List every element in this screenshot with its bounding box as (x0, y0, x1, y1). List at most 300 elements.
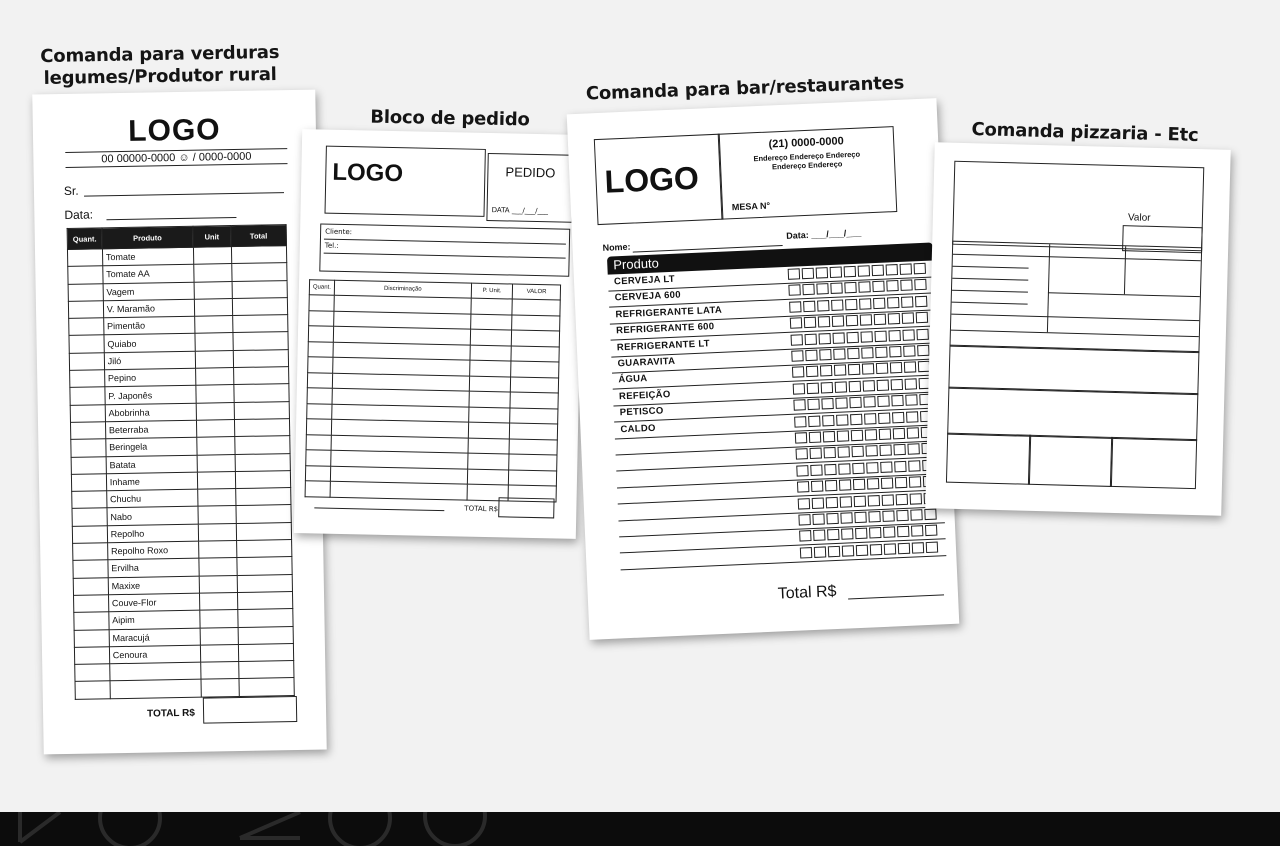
tally-checkbox[interactable] (905, 394, 917, 406)
tally-checkbox[interactable] (798, 514, 810, 526)
tally-checkbox[interactable] (848, 364, 860, 376)
table-cell[interactable] (199, 610, 237, 628)
product-name (109, 662, 200, 681)
tally-checkbox[interactable] (793, 383, 805, 395)
tally-checkbox[interactable] (802, 268, 814, 280)
tally-checkbox[interactable] (881, 478, 893, 490)
table-cell[interactable] (306, 450, 331, 466)
tally-checkbox[interactable] (855, 528, 867, 540)
tally-checkbox[interactable] (880, 461, 892, 473)
tally-checkbox[interactable] (926, 541, 938, 553)
table-cell[interactable] (511, 361, 559, 377)
table-cell[interactable] (510, 423, 558, 439)
tally-checkbox[interactable] (813, 530, 825, 542)
table-cell[interactable] (74, 647, 109, 665)
tally-checkbox[interactable] (818, 333, 830, 345)
table-cell[interactable] (198, 558, 236, 576)
tally-checkbox[interactable] (852, 462, 864, 474)
tally-checkbox[interactable] (900, 263, 912, 275)
tally-checkbox[interactable] (893, 444, 905, 456)
tally-checkbox[interactable] (872, 265, 884, 277)
table-cell[interactable] (234, 436, 290, 454)
tally-checkbox[interactable] (925, 525, 937, 537)
table-cell[interactable] (232, 297, 288, 315)
table-cell[interactable] (471, 314, 513, 330)
table-cell[interactable] (195, 368, 233, 386)
tally-checkbox[interactable] (846, 315, 858, 327)
table-cell[interactable] (234, 419, 290, 437)
tally-checkbox[interactable] (910, 493, 922, 505)
tally-checkbox[interactable] (837, 447, 849, 459)
tally-checkbox[interactable] (884, 543, 896, 555)
table-cell[interactable] (70, 370, 105, 388)
tally-checkbox[interactable] (836, 414, 848, 426)
tally-checkbox[interactable] (850, 413, 862, 425)
tally-checkbox[interactable] (887, 297, 899, 309)
table-cell[interactable] (200, 627, 238, 645)
tally-checkbox[interactable] (910, 509, 922, 521)
product-rows (574, 260, 957, 576)
table-cell[interactable] (468, 438, 510, 454)
tally-checkbox[interactable] (874, 314, 886, 326)
tally-checkbox[interactable] (819, 349, 831, 361)
table-cell[interactable] (236, 522, 292, 540)
product-name: Jiló (104, 351, 195, 370)
tally-checkbox[interactable] (886, 264, 898, 276)
tally-checkbox[interactable] (830, 283, 842, 295)
tally-checkbox[interactable] (897, 526, 909, 538)
tally-checkbox[interactable] (805, 333, 817, 345)
tally-checkbox[interactable] (806, 366, 818, 378)
table-cell[interactable] (198, 541, 236, 559)
tally-checkbox[interactable] (882, 510, 894, 522)
tally-checkbox[interactable] (841, 529, 853, 541)
product-name: Cenoura (109, 645, 200, 664)
tally-checkbox[interactable] (876, 363, 888, 375)
table-cell[interactable] (306, 419, 331, 435)
table-cell[interactable] (233, 367, 289, 385)
table-cell[interactable] (236, 505, 292, 523)
tally-checkbox[interactable] (905, 378, 917, 390)
tally-checkbox[interactable] (793, 399, 805, 411)
tally-checkbox[interactable] (807, 399, 819, 411)
table-cell[interactable] (193, 264, 231, 282)
tally-checkbox[interactable] (817, 300, 829, 312)
table-cell[interactable] (73, 543, 108, 561)
tally-checkbox[interactable] (799, 530, 811, 542)
tally-checkbox[interactable] (840, 512, 852, 524)
tally-checkbox[interactable] (812, 513, 824, 525)
table-cell[interactable] (197, 489, 235, 507)
table-cell[interactable] (67, 249, 102, 267)
table-cell[interactable] (197, 454, 235, 472)
tally-checkbox[interactable] (896, 493, 908, 505)
tally-checkbox[interactable] (821, 382, 833, 394)
tally-checkbox[interactable] (904, 362, 916, 374)
table-cell[interactable] (68, 283, 103, 301)
tally-checkbox[interactable] (907, 444, 919, 456)
tally-checkbox[interactable] (798, 498, 810, 510)
table-cell[interactable] (469, 376, 511, 392)
tally-checkbox[interactable] (874, 330, 886, 342)
table-cell[interactable] (467, 469, 509, 485)
table-cell[interactable] (68, 301, 103, 319)
tally-checkbox[interactable] (816, 267, 828, 279)
table-cell[interactable] (194, 298, 232, 316)
table-cell[interactable] (235, 453, 291, 471)
table-cell[interactable] (71, 474, 106, 492)
tally-checkbox[interactable] (831, 299, 843, 311)
tally-checkbox[interactable] (809, 432, 821, 444)
table-cell[interactable] (239, 678, 295, 696)
tally-checkbox[interactable] (860, 331, 872, 343)
tally-checkbox[interactable] (794, 416, 806, 428)
table-cell[interactable] (197, 471, 235, 489)
table-cell[interactable] (71, 439, 106, 457)
tally-checkbox[interactable] (803, 300, 815, 312)
tally-checkbox[interactable] (804, 317, 816, 329)
tally-checkbox[interactable] (816, 283, 828, 295)
table-cell[interactable] (308, 326, 333, 342)
tally-checkbox[interactable] (853, 479, 865, 491)
tally-checkbox[interactable] (824, 464, 836, 476)
table-cell[interactable] (75, 664, 110, 682)
tally-checkbox[interactable] (788, 268, 800, 280)
table-cell[interactable] (199, 592, 237, 610)
tally-checkbox[interactable] (811, 481, 823, 493)
tally-checkbox[interactable] (914, 279, 926, 291)
table-cell[interactable] (73, 577, 108, 595)
tally-checkbox[interactable] (840, 496, 852, 508)
table-cell[interactable] (237, 609, 293, 627)
total-box[interactable] (498, 497, 554, 518)
tally-checkbox[interactable] (888, 330, 900, 342)
tally-checkbox[interactable] (872, 281, 884, 293)
tally-checkbox[interactable] (796, 465, 808, 477)
tally-checkbox[interactable] (875, 347, 887, 359)
table-cell[interactable] (193, 247, 231, 265)
table-cell[interactable] (195, 385, 233, 403)
tally-checkbox[interactable] (800, 547, 812, 559)
tally-checkbox[interactable] (900, 280, 912, 292)
tally-checkbox[interactable] (789, 301, 801, 313)
table-cell[interactable] (306, 434, 331, 450)
table-cell[interactable] (231, 263, 287, 281)
table-cell[interactable] (510, 408, 558, 424)
tally-checkbox[interactable] (849, 397, 861, 409)
tally-checkbox[interactable] (845, 299, 857, 311)
table-cell[interactable] (470, 329, 512, 345)
tally-checkbox[interactable] (902, 329, 914, 341)
table-cell[interactable] (512, 315, 560, 331)
tally-checkbox[interactable] (863, 380, 875, 392)
table-cell[interactable] (72, 526, 107, 544)
tally-checkbox[interactable] (858, 282, 870, 294)
tally-checkbox[interactable] (820, 365, 832, 377)
table-cell[interactable] (330, 481, 467, 499)
tally-checkbox[interactable] (844, 266, 856, 278)
grid-line (1047, 244, 1050, 332)
tally-checkbox[interactable] (807, 382, 819, 394)
tally-checkbox[interactable] (854, 495, 866, 507)
tally-checkbox[interactable] (846, 331, 858, 343)
table-cell[interactable] (511, 377, 559, 393)
table-cell[interactable] (69, 353, 104, 371)
tally-checkbox[interactable] (902, 313, 914, 325)
tally-checkbox[interactable] (851, 430, 863, 442)
table-cell[interactable] (238, 661, 294, 679)
tally-checkbox[interactable] (879, 445, 891, 457)
tally-checkbox[interactable] (828, 546, 840, 558)
table-cell[interactable] (468, 422, 510, 438)
table-cell[interactable] (196, 420, 234, 438)
table-cell[interactable] (237, 591, 293, 609)
tally-checkbox[interactable] (908, 460, 920, 472)
tally-checkbox[interactable] (911, 526, 923, 538)
tally-checkbox[interactable] (827, 529, 839, 541)
table-cell[interactable] (68, 266, 103, 284)
tally-checkbox[interactable] (915, 296, 927, 308)
tally-checkbox[interactable] (909, 476, 921, 488)
tally-checkbox[interactable] (877, 379, 889, 391)
table-cell[interactable] (471, 298, 513, 314)
table-cell[interactable] (309, 310, 334, 326)
table-cell[interactable] (74, 629, 109, 647)
table-cell[interactable] (237, 557, 293, 575)
tally-checkbox[interactable] (914, 263, 926, 275)
tally-checkbox[interactable] (838, 463, 850, 475)
table-cell[interactable] (233, 332, 289, 350)
tally-checkbox[interactable] (916, 312, 928, 324)
tally-checkbox[interactable] (844, 282, 856, 294)
table-cell[interactable] (70, 422, 105, 440)
table-cell[interactable] (70, 404, 105, 422)
table-cell[interactable] (469, 407, 511, 423)
tally-checkbox[interactable] (924, 509, 936, 521)
tally-checkbox[interactable] (912, 542, 924, 554)
tally-checkbox[interactable] (867, 478, 879, 490)
tally-checkbox[interactable] (835, 398, 847, 410)
table-cell[interactable] (200, 644, 238, 662)
table-cell[interactable] (231, 246, 287, 264)
tally-checkbox[interactable] (818, 316, 830, 328)
tally-checkbox[interactable] (907, 427, 919, 439)
table-cell[interactable] (234, 401, 290, 419)
tally-checkbox[interactable] (790, 317, 802, 329)
tally-checkbox[interactable] (873, 297, 885, 309)
table-cell[interactable] (195, 350, 233, 368)
tally-checkbox[interactable] (849, 381, 861, 393)
tally-checkbox[interactable] (842, 545, 854, 557)
tally-checkbox[interactable] (821, 398, 833, 410)
tally-checkbox[interactable] (886, 280, 898, 292)
tally-checkbox[interactable] (893, 428, 905, 440)
tally-checkbox[interactable] (906, 411, 918, 423)
tally-checkbox[interactable] (835, 381, 847, 393)
caption-verduras: Comanda para verduras legumes/Produtor rural (40, 41, 280, 90)
tally-checkbox[interactable] (822, 415, 834, 427)
tally-checkbox[interactable] (791, 334, 803, 346)
tally-checkbox[interactable] (896, 510, 908, 522)
table-cell[interactable] (468, 453, 510, 469)
table-cell[interactable] (73, 560, 108, 578)
table-cell[interactable] (512, 299, 560, 315)
tally-checkbox[interactable] (860, 314, 872, 326)
tally-checkbox[interactable] (869, 527, 881, 539)
table-cell[interactable] (72, 491, 107, 509)
table-cell[interactable] (509, 454, 557, 470)
table-cell[interactable] (307, 388, 332, 404)
table-cell[interactable] (69, 335, 104, 353)
tally-checkbox[interactable] (864, 413, 876, 425)
table-cell[interactable] (470, 345, 512, 361)
table-cell[interactable] (72, 508, 107, 526)
table-cell[interactable] (469, 391, 511, 407)
total-box[interactable] (203, 696, 297, 724)
table-cell[interactable] (235, 488, 291, 506)
tally-checkbox[interactable] (825, 480, 837, 492)
table-cell[interactable] (197, 506, 235, 524)
product-name: Tomate AA (103, 265, 194, 284)
table-cell[interactable] (238, 626, 294, 644)
table-cell[interactable] (309, 295, 334, 311)
tally-checkbox[interactable] (795, 432, 807, 444)
tally-checkbox[interactable] (879, 428, 891, 440)
tally-checkbox[interactable] (788, 285, 800, 297)
tally-checkbox[interactable] (863, 396, 875, 408)
table-cell[interactable] (509, 439, 557, 455)
table-cell[interactable] (74, 595, 109, 613)
tally-checkbox[interactable] (826, 496, 838, 508)
table-cell[interactable] (305, 481, 330, 497)
tally-checkbox[interactable] (802, 284, 814, 296)
tally-checkbox[interactable] (805, 350, 817, 362)
table-cell[interactable] (512, 330, 560, 346)
table-cell[interactable] (308, 341, 333, 357)
tally-checkbox[interactable] (847, 348, 859, 360)
tally-checkbox[interactable] (877, 396, 889, 408)
tally-checkbox[interactable] (851, 446, 863, 458)
table-cell[interactable] (194, 316, 232, 334)
tally-checkbox[interactable] (854, 512, 866, 524)
table-cell[interactable] (194, 333, 232, 351)
table-cell[interactable] (196, 402, 234, 420)
tally-checkbox[interactable] (883, 527, 895, 539)
tally-checkbox[interactable] (895, 477, 907, 489)
table-cell[interactable] (307, 403, 332, 419)
tally-checkbox[interactable] (866, 462, 878, 474)
table-cell[interactable] (69, 318, 104, 336)
table-cell[interactable] (238, 643, 294, 661)
table-cell[interactable] (75, 681, 110, 699)
table-cell[interactable] (305, 465, 330, 481)
tally-checkbox[interactable] (917, 345, 929, 357)
tally-checkbox[interactable] (862, 364, 874, 376)
table-cell[interactable] (232, 280, 288, 298)
tally-checkbox[interactable] (797, 481, 809, 493)
table-cell[interactable] (236, 540, 292, 558)
tally-checkbox[interactable] (889, 346, 901, 358)
tally-checkbox[interactable] (891, 379, 903, 391)
tally-checkbox[interactable] (865, 429, 877, 441)
table-cell[interactable] (470, 360, 512, 376)
column-header: Total (231, 225, 287, 247)
tally-checkbox[interactable] (839, 479, 851, 491)
tally-checkbox[interactable] (837, 430, 849, 442)
table-cell[interactable] (196, 437, 234, 455)
tally-checkbox[interactable] (894, 461, 906, 473)
tally-checkbox[interactable] (830, 266, 842, 278)
tally-checkbox[interactable] (810, 464, 822, 476)
tally-checkbox[interactable] (826, 513, 838, 525)
tally-checkbox[interactable] (814, 546, 826, 558)
table-cell[interactable] (70, 387, 105, 405)
tally-checkbox[interactable] (810, 448, 822, 460)
tally-checkbox[interactable] (861, 347, 873, 359)
table-cell[interactable] (74, 612, 109, 630)
tally-checkbox[interactable] (892, 411, 904, 423)
table-cell[interactable] (237, 574, 293, 592)
tally-checkbox[interactable] (916, 328, 928, 340)
tally-checkbox[interactable] (796, 449, 808, 461)
tally-checkbox[interactable] (882, 494, 894, 506)
table-cell[interactable] (308, 357, 333, 373)
tally-checkbox[interactable] (792, 367, 804, 379)
tally-checkbox[interactable] (870, 544, 882, 556)
tally-checkbox[interactable] (812, 497, 824, 509)
tally-checkbox[interactable] (833, 348, 845, 360)
tally-checkbox[interactable] (868, 511, 880, 523)
table-cell[interactable] (71, 456, 106, 474)
table-cell[interactable] (307, 372, 332, 388)
table-cell[interactable] (199, 575, 237, 593)
total-label: Total R$ (777, 583, 837, 603)
tally-checkbox[interactable] (891, 395, 903, 407)
tally-checkbox[interactable] (898, 543, 910, 555)
sheet-verduras (32, 90, 326, 755)
tally-checkbox[interactable] (832, 332, 844, 344)
table-cell[interactable] (200, 662, 238, 680)
tally-checkbox[interactable] (865, 445, 877, 457)
tally-checkbox[interactable] (823, 431, 835, 443)
tally-checkbox[interactable] (823, 447, 835, 459)
tally-checkbox[interactable] (859, 298, 871, 310)
table-cell[interactable] (233, 384, 289, 402)
table-cell[interactable] (201, 679, 239, 697)
table-cell[interactable] (198, 523, 236, 541)
tally-checkbox[interactable] (901, 296, 913, 308)
tally-checkbox[interactable] (832, 316, 844, 328)
table-cell[interactable] (235, 470, 291, 488)
tally-checkbox[interactable] (856, 544, 868, 556)
table-cell[interactable] (233, 349, 289, 367)
tally-checkbox[interactable] (903, 345, 915, 357)
table-cell[interactable] (509, 469, 557, 485)
tally-checkbox[interactable] (868, 495, 880, 507)
tally-checkbox[interactable] (834, 365, 846, 377)
table-cell[interactable] (194, 281, 232, 299)
tally-checkbox[interactable] (890, 362, 902, 374)
column-header: VALOR (513, 284, 561, 300)
tally-checkbox[interactable] (858, 265, 870, 277)
tally-checkbox[interactable] (878, 412, 890, 424)
table-cell[interactable] (511, 346, 559, 362)
table-cell[interactable] (232, 315, 288, 333)
tally-checkbox[interactable] (888, 313, 900, 325)
tally-checkbox[interactable] (791, 350, 803, 362)
table-cell[interactable] (510, 392, 558, 408)
tally-checkbox[interactable] (808, 415, 820, 427)
